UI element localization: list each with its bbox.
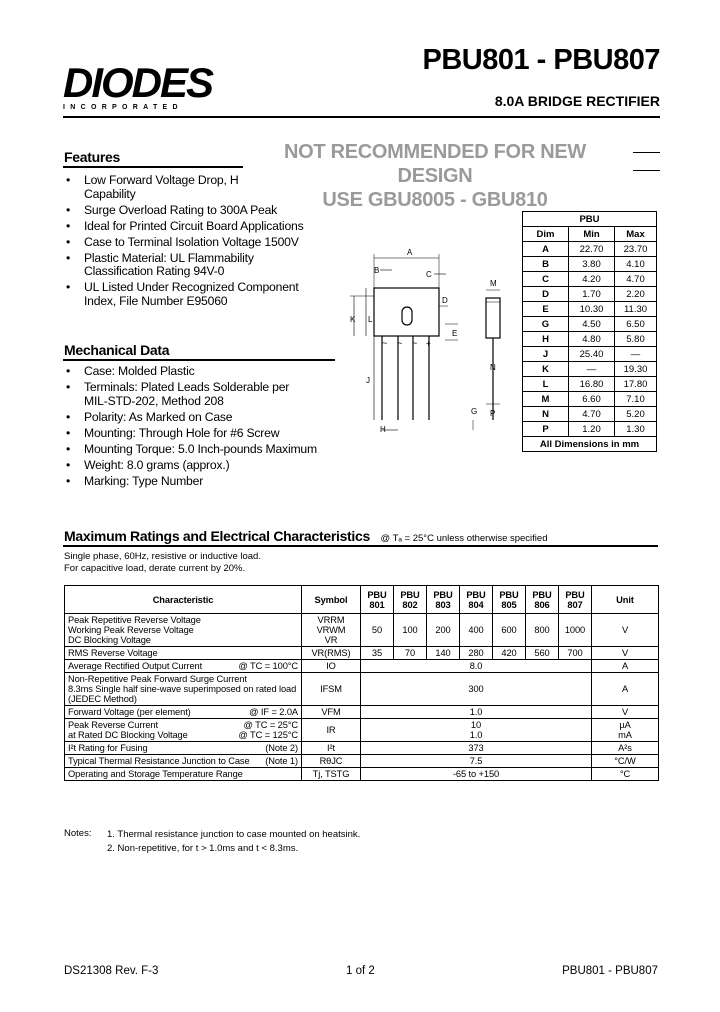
dims-value-cell: 4.70 bbox=[615, 272, 657, 287]
dims-value-cell: 7.10 bbox=[615, 392, 657, 407]
value-cell: 8.0 bbox=[361, 660, 592, 673]
char-cell: Typical Thermal Resistance Junction to Case (Note 1) bbox=[65, 755, 302, 768]
value-cell: 373 bbox=[361, 742, 592, 755]
dims-row bbox=[523, 257, 657, 272]
value-cell: 35 bbox=[361, 647, 394, 660]
symbol-cell: IO bbox=[302, 660, 361, 673]
dim-label-d: D bbox=[442, 296, 448, 305]
row-ir bbox=[65, 719, 659, 742]
dims-dim-cell: B bbox=[523, 257, 569, 272]
dims-footer: All Dimensions in mm bbox=[523, 437, 657, 452]
notice-rule-1 bbox=[633, 152, 660, 153]
unit-cell: µA mA bbox=[592, 719, 659, 742]
value-cell: 400 bbox=[460, 614, 493, 647]
feature-item: • Surge Overload Rating to 300A Peak bbox=[63, 204, 323, 218]
unit-cell: °C bbox=[592, 768, 659, 781]
logo-subtext: INCORPORATED bbox=[63, 104, 183, 111]
dims-col-header: Dim bbox=[523, 227, 569, 242]
dims-value-cell: 5.80 bbox=[615, 332, 657, 347]
value-cell: 140 bbox=[427, 647, 460, 660]
char-cell: @ TC = 25°C @ TC = 125°C Peak Reverse Current at Rated DC Blocking Voltage bbox=[65, 719, 302, 742]
value-cell: 560 bbox=[526, 647, 559, 660]
mechanical-title: Mechanical Data bbox=[64, 342, 170, 358]
value-cell: 420 bbox=[493, 647, 526, 660]
mechanical-item: • Polarity: As Marked on Case bbox=[63, 411, 333, 425]
dims-value-cell: 23.70 bbox=[615, 242, 657, 257]
dims-row bbox=[523, 422, 657, 437]
value-cell: 70 bbox=[394, 647, 427, 660]
load-note-1: Single phase, 60Hz, resistive or inductive load. bbox=[64, 551, 261, 562]
symbol-cell: VRRM VRWM VR bbox=[302, 614, 361, 647]
value-cell: 10 1.0 bbox=[361, 719, 592, 742]
char-cell: I²t Rating for Fusing (Note 2) bbox=[65, 742, 302, 755]
features-title: Features bbox=[64, 149, 120, 165]
row-i2t bbox=[65, 742, 659, 755]
dims-value-cell: — bbox=[615, 347, 657, 362]
symbol-cell: VR(RMS) bbox=[302, 647, 361, 660]
product-subtitle: 8.0A BRIDGE RECTIFIER bbox=[494, 93, 660, 109]
dims-row bbox=[523, 302, 657, 317]
dims-row bbox=[523, 242, 657, 257]
dims-value-cell: 4.80 bbox=[569, 332, 615, 347]
dim-label-b: B bbox=[374, 266, 380, 275]
unit-cell: V bbox=[592, 706, 659, 719]
dims-dim-cell: A bbox=[523, 242, 569, 257]
row-vfm bbox=[65, 706, 659, 719]
feature-item: • UL Listed Under Recognized Component Index, File Number E95060 bbox=[63, 281, 323, 308]
mechanical-item: • Mounting: Through Hole for #6 Screw bbox=[63, 427, 333, 441]
company-logo bbox=[63, 59, 233, 111]
dim-label-m: M bbox=[490, 279, 497, 288]
dims-value-cell: 4.70 bbox=[569, 407, 615, 422]
char-cell: RMS Reverse Voltage bbox=[65, 647, 302, 660]
unit-cell: V bbox=[592, 614, 659, 647]
features-list bbox=[63, 174, 323, 311]
dim-label-k: K bbox=[350, 315, 356, 324]
col-part: PBU 802 bbox=[394, 586, 427, 614]
dims-dim-cell: M bbox=[523, 392, 569, 407]
row-vrrm bbox=[65, 614, 659, 647]
footer-doc-number: DS21308 Rev. F-3 bbox=[64, 965, 159, 977]
dims-row bbox=[523, 347, 657, 362]
col-unit: Unit bbox=[592, 586, 659, 614]
dims-row bbox=[523, 377, 657, 392]
notes-body bbox=[107, 828, 360, 856]
col-part: PBU 801 bbox=[361, 586, 394, 614]
char-cell: Average Rectified Output Current @ TC = 100°C bbox=[65, 660, 302, 673]
note-1: 1. Thermal resistance junction to case mounted on heatsink. bbox=[107, 829, 361, 840]
notice-line-2: USE GBU8005 - GBU810 bbox=[322, 189, 548, 211]
dims-dim-cell: N bbox=[523, 407, 569, 422]
dims-value-cell: 1.70 bbox=[569, 287, 615, 302]
mechanical-item: • Marking: Type Number bbox=[63, 475, 333, 489]
feature-item: • Low Forward Voltage Drop, H Capability bbox=[63, 174, 323, 201]
dims-dim-cell: H bbox=[523, 332, 569, 347]
package-outline-diagram bbox=[340, 240, 515, 440]
value-cell: 1000 bbox=[559, 614, 592, 647]
feature-item: • Plastic Material: UL Flammability Classification Rating 94V-0 bbox=[63, 252, 323, 279]
mechanical-list bbox=[63, 365, 333, 490]
value-cell: 100 bbox=[394, 614, 427, 647]
part-range-title: PBU801 - PBU807 bbox=[422, 44, 660, 76]
dims-value-cell: 22.70 bbox=[569, 242, 615, 257]
value-cell: 700 bbox=[559, 647, 592, 660]
unit-cell: °C/W bbox=[592, 755, 659, 768]
char-cell: Forward Voltage (per element) @ IF = 2.0A bbox=[65, 706, 302, 719]
dim-label-e: E bbox=[452, 329, 458, 338]
col-part: PBU 806 bbox=[526, 586, 559, 614]
feature-item: • Ideal for Printed Circuit Board Applications bbox=[63, 220, 323, 234]
notice-line-1: NOT RECOMMENDED FOR NEW DESIGN bbox=[284, 141, 586, 187]
value-cell: 1.0 bbox=[361, 706, 592, 719]
dims-row bbox=[523, 362, 657, 377]
row-temp bbox=[65, 768, 659, 781]
value-cell: 600 bbox=[493, 614, 526, 647]
char-cell: Non-Repetitive Peak Forward Surge Current 8.3ms Single half sine-wave superimposed on rated load (JEDEC Method) bbox=[65, 673, 302, 706]
dims-row bbox=[523, 332, 657, 347]
unit-cell: V bbox=[592, 647, 659, 660]
dims-value-cell: 4.50 bbox=[569, 317, 615, 332]
footer-page: 1 of 2 bbox=[346, 965, 375, 977]
mechanical-item: • Weight: 8.0 grams (approx.) bbox=[63, 459, 333, 473]
value-cell: 50 bbox=[361, 614, 394, 647]
ratings-load-note bbox=[64, 551, 261, 575]
dims-dim-cell: K bbox=[523, 362, 569, 377]
mechanical-item: • Terminals: Plated Leads Solderable per MIL-STD-202, Method 208 bbox=[63, 381, 333, 408]
dims-package-header: PBU bbox=[523, 212, 657, 227]
dims-row bbox=[523, 317, 657, 332]
dims-value-cell: 6.50 bbox=[615, 317, 657, 332]
value-cell: 300 bbox=[361, 673, 592, 706]
ratings-title-row bbox=[64, 528, 548, 546]
ratings-rule bbox=[63, 545, 658, 547]
mechanical-item: • Mounting Torque: 5.0 Inch-pounds Maximum bbox=[63, 443, 333, 457]
dims-dim-cell: D bbox=[523, 287, 569, 302]
footer-part: PBU801 - PBU807 bbox=[562, 965, 658, 977]
dims-value-cell: 17.80 bbox=[615, 377, 657, 392]
dims-value-cell: 4.10 bbox=[615, 257, 657, 272]
char-cell: Peak Repetitive Reverse Voltage Working Peak Reverse Voltage DC Blocking Voltage bbox=[65, 614, 302, 647]
dim-label-g: G bbox=[471, 407, 478, 416]
col-part: PBU 804 bbox=[460, 586, 493, 614]
dims-row bbox=[523, 407, 657, 422]
value-cell: -65 to +150 bbox=[361, 768, 592, 781]
load-note-2: For capacitive load, derate current by 20%. bbox=[64, 563, 246, 574]
col-part: PBU 803 bbox=[427, 586, 460, 614]
row-io bbox=[65, 660, 659, 673]
dims-value-cell: 3.80 bbox=[569, 257, 615, 272]
unit-cell: A²s bbox=[592, 742, 659, 755]
dims-value-cell: 16.80 bbox=[569, 377, 615, 392]
dims-dim-cell: E bbox=[523, 302, 569, 317]
dims-row bbox=[523, 392, 657, 407]
symbol-cell: IR bbox=[302, 719, 361, 742]
dims-value-cell: 25.40 bbox=[569, 347, 615, 362]
logo-text: DIODES bbox=[63, 59, 213, 106]
ratings-table bbox=[64, 585, 659, 781]
row-ifsm bbox=[65, 673, 659, 706]
unit-cell: A bbox=[592, 673, 659, 706]
symbol-cell: IFSM bbox=[302, 673, 361, 706]
row-rth bbox=[65, 755, 659, 768]
notes-label: Notes: bbox=[64, 828, 92, 839]
dims-dim-cell: J bbox=[523, 347, 569, 362]
dims-value-cell: 1.30 bbox=[615, 422, 657, 437]
dims-col-header: Min bbox=[569, 227, 615, 242]
svg-text:~: ~ bbox=[397, 338, 403, 348]
col-part: PBU 805 bbox=[493, 586, 526, 614]
value-cell: 7.5 bbox=[361, 755, 592, 768]
dim-label-l: L bbox=[368, 315, 373, 324]
unit-cell: A bbox=[592, 660, 659, 673]
note-2: 2. Non-repetitive, for t > 1.0ms and t < 8.3ms. bbox=[107, 843, 299, 854]
symbol-cell: Tj, TSTG bbox=[302, 768, 361, 781]
dims-value-cell: — bbox=[569, 362, 615, 377]
dims-value-cell: 5.20 bbox=[615, 407, 657, 422]
dims-dim-cell: P bbox=[523, 422, 569, 437]
ratings-condition: @ Tₐ = 25°C unless otherwise specified bbox=[380, 533, 548, 544]
dims-value-cell: 2.20 bbox=[615, 287, 657, 302]
dims-value-cell: 11.30 bbox=[615, 302, 657, 317]
dims-row bbox=[523, 287, 657, 302]
ratings-title: Maximum Ratings and Electrical Characteristics bbox=[64, 528, 370, 544]
dims-value-cell: 19.30 bbox=[615, 362, 657, 377]
value-cell: 280 bbox=[460, 647, 493, 660]
row-vrms bbox=[65, 647, 659, 660]
mechanical-item: • Case: Molded Plastic bbox=[63, 365, 333, 379]
col-symbol: Symbol bbox=[302, 586, 361, 614]
col-characteristic: Characteristic bbox=[65, 586, 302, 614]
symbol-cell: VFM bbox=[302, 706, 361, 719]
char-cell: Operating and Storage Temperature Range bbox=[65, 768, 302, 781]
svg-text:+: + bbox=[426, 339, 431, 348]
dims-row bbox=[523, 272, 657, 287]
value-cell: 800 bbox=[526, 614, 559, 647]
dim-label-n: N bbox=[490, 363, 496, 372]
svg-text:~: ~ bbox=[382, 338, 388, 348]
notice-rule-2 bbox=[633, 170, 660, 171]
svg-text:~: ~ bbox=[412, 338, 418, 348]
header-rule bbox=[63, 116, 660, 118]
dims-dim-cell: G bbox=[523, 317, 569, 332]
features-rule bbox=[63, 166, 243, 168]
dims-value-cell: 1.20 bbox=[569, 422, 615, 437]
dimensions-table bbox=[522, 211, 657, 452]
dims-value-cell: 6.60 bbox=[569, 392, 615, 407]
dim-label-j: J bbox=[366, 376, 370, 385]
dim-label-c: C bbox=[426, 270, 432, 279]
dim-label-p: P bbox=[490, 409, 496, 418]
value-cell: 200 bbox=[427, 614, 460, 647]
mechanical-rule bbox=[63, 359, 335, 361]
dims-value-cell: 10.30 bbox=[569, 302, 615, 317]
dims-value-cell: 4.20 bbox=[569, 272, 615, 287]
dims-dim-cell: C bbox=[523, 272, 569, 287]
feature-item: • Case to Terminal Isolation Voltage 1500V bbox=[63, 236, 323, 250]
symbol-cell: RθJC bbox=[302, 755, 361, 768]
col-part: PBU 807 bbox=[559, 586, 592, 614]
dim-label-h: H bbox=[380, 425, 386, 434]
symbol-cell: I²t bbox=[302, 742, 361, 755]
dims-col-header: Max bbox=[615, 227, 657, 242]
dim-label-a: A bbox=[407, 248, 413, 257]
dims-dim-cell: L bbox=[523, 377, 569, 392]
